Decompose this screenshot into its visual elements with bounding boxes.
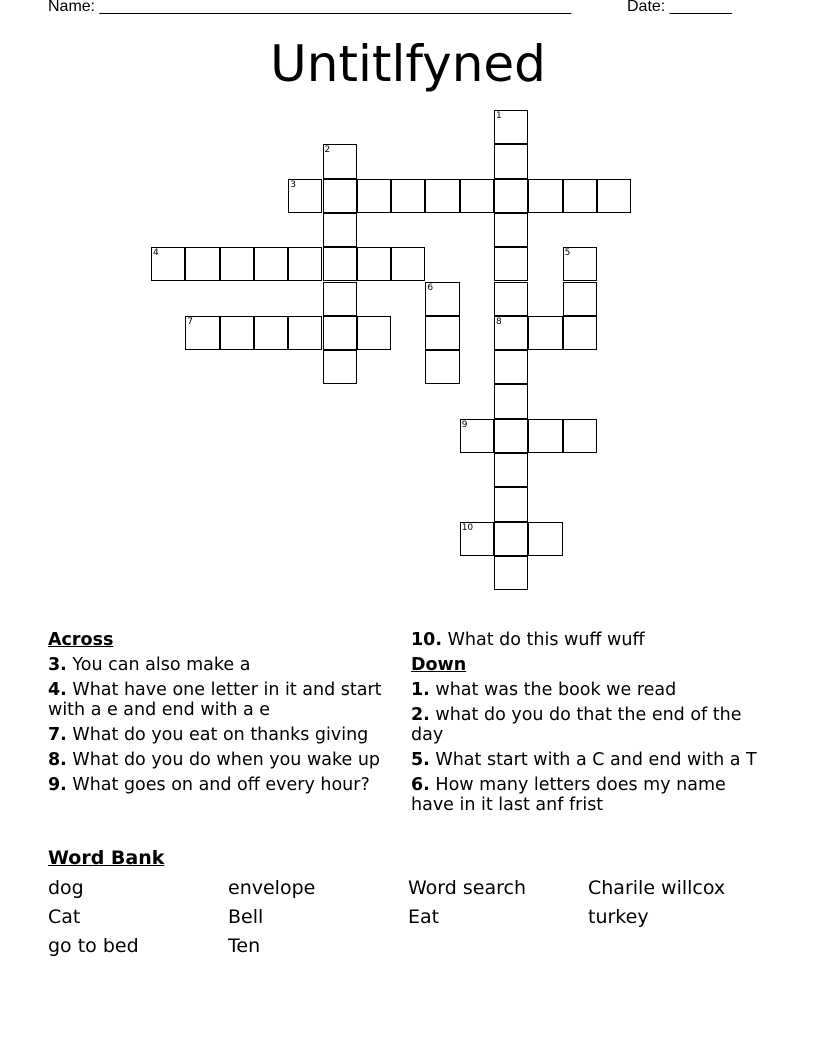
word-bank <box>48 874 788 961</box>
word-bank-row <box>48 874 788 903</box>
word-bank-item: Bell <box>228 906 264 928</box>
clue-down-2: 2. what do you do that the end of the day <box>411 705 742 745</box>
clue-across-10: 10. What do this wuff wuff <box>411 630 645 650</box>
word-bank-item: Eat <box>408 906 440 928</box>
word-bank-item: turkey <box>588 906 649 928</box>
crossword-cell[interactable] <box>563 247 597 281</box>
crossword-cell[interactable] <box>185 316 219 350</box>
crossword-cell[interactable] <box>528 316 562 350</box>
crossword-cell[interactable] <box>220 316 254 350</box>
word-bank-item: Cat <box>48 906 81 928</box>
down-heading: Down <box>411 655 467 675</box>
word-bank-item: Ten <box>228 935 261 957</box>
crossword-cell[interactable] <box>288 316 322 350</box>
word-bank-item: go to bed <box>48 935 139 957</box>
crossword-cell[interactable] <box>528 179 562 213</box>
crossword-cell[interactable] <box>563 316 597 350</box>
crossword-cell[interactable] <box>323 316 357 350</box>
clue-down-1: 1. what was the book we read <box>411 680 677 700</box>
crossword-cell[interactable] <box>391 179 425 213</box>
clue-across-4: 4. What have one letter in it and start with a e and end with a e <box>48 680 382 720</box>
crossword-cell[interactable] <box>528 419 562 453</box>
crossword-cell[interactable] <box>357 247 391 281</box>
clue-across-3: 3. You can also make a <box>48 655 251 675</box>
crossword-cell[interactable] <box>220 247 254 281</box>
clue-down-6: 6. How many letters does my name have in it last anf frist <box>411 775 726 815</box>
crossword-cell[interactable] <box>254 247 288 281</box>
clue-across-8: 8. What do you do when you wake up <box>48 750 381 770</box>
crossword-cell[interactable] <box>323 213 357 247</box>
crossword-cell[interactable] <box>494 110 528 144</box>
clues-left-column <box>48 630 393 800</box>
crossword-cell[interactable] <box>494 350 528 384</box>
word-bank-row <box>48 932 788 961</box>
name-field-label: Name: _____________________________________________________ <box>48 0 572 15</box>
clue-number: 4 <box>153 248 159 259</box>
clue-number: 9 <box>461 419 468 430</box>
page-title: Untitlfyned <box>270 35 546 93</box>
crossword-cell[interactable] <box>357 179 391 213</box>
crossword-cell[interactable] <box>288 247 322 281</box>
clue-number: 7 <box>187 316 194 327</box>
crossword-cell[interactable] <box>563 179 597 213</box>
crossword-cell[interactable] <box>391 247 425 281</box>
clue-across-9: 9. What goes on and off every hour? <box>48 775 370 795</box>
word-bank-item <box>408 932 588 961</box>
across-heading: Across <box>48 630 114 650</box>
crossword-cell[interactable] <box>494 522 528 556</box>
clue-down-5: 5. What start with a C and end with a T <box>411 750 757 770</box>
word-bank-row <box>48 903 788 932</box>
crossword-cell[interactable] <box>494 384 528 418</box>
clues-right-column <box>411 630 761 820</box>
crossword-cell[interactable] <box>494 247 528 281</box>
word-bank-heading: Word Bank <box>48 847 165 869</box>
crossword-cell[interactable] <box>323 247 357 281</box>
crossword-cell[interactable] <box>528 522 562 556</box>
clue-number: 3 <box>290 179 296 190</box>
crossword-cell[interactable] <box>563 419 597 453</box>
word-bank-item <box>588 932 768 961</box>
word-bank-item: Word search <box>408 877 526 899</box>
crossword-cell[interactable] <box>494 282 528 316</box>
crossword-cell[interactable] <box>494 556 528 590</box>
crossword-cell[interactable] <box>151 247 185 281</box>
crossword-cell[interactable] <box>563 282 597 316</box>
crossword-cell[interactable] <box>597 179 631 213</box>
crossword-cell[interactable] <box>460 522 494 556</box>
crossword-cell[interactable] <box>494 144 528 178</box>
word-bank-item: dog <box>48 877 84 899</box>
clue-number: 2 <box>324 145 331 156</box>
crossword-cell[interactable] <box>494 419 528 453</box>
crossword-cell[interactable] <box>323 282 357 316</box>
crossword-cell[interactable] <box>288 179 322 213</box>
clue-across-7: 7. What do you eat on thanks giving <box>48 725 369 745</box>
crossword-cell[interactable] <box>425 179 459 213</box>
crossword-cell[interactable] <box>425 316 459 350</box>
crossword-cell[interactable] <box>460 179 494 213</box>
clue-number: 1 <box>496 111 502 121</box>
crossword-cell[interactable] <box>494 487 528 521</box>
crossword-cell[interactable] <box>494 179 528 213</box>
clue-number: 10 <box>461 522 474 533</box>
crossword-cell[interactable] <box>494 213 528 247</box>
crossword-cell[interactable] <box>425 282 459 316</box>
crossword-cell[interactable] <box>494 453 528 487</box>
crossword-cell[interactable] <box>357 316 391 350</box>
clue-number: 6 <box>427 282 434 293</box>
date-field-label: Date: _______ <box>627 0 732 15</box>
crossword-cell[interactable] <box>494 316 528 350</box>
crossword-cell[interactable] <box>254 316 288 350</box>
word-bank-item: envelope <box>228 877 316 899</box>
crossword-cell[interactable] <box>323 350 357 384</box>
crossword-cell[interactable] <box>323 144 357 178</box>
crossword-cell[interactable] <box>185 247 219 281</box>
crossword-cell[interactable] <box>323 179 357 213</box>
crossword-cell[interactable] <box>425 350 459 384</box>
clue-number: 8 <box>496 316 502 327</box>
clue-number: 5 <box>564 248 571 259</box>
word-bank-item: Charile willcox <box>588 877 726 899</box>
crossword-cell[interactable] <box>460 419 494 453</box>
